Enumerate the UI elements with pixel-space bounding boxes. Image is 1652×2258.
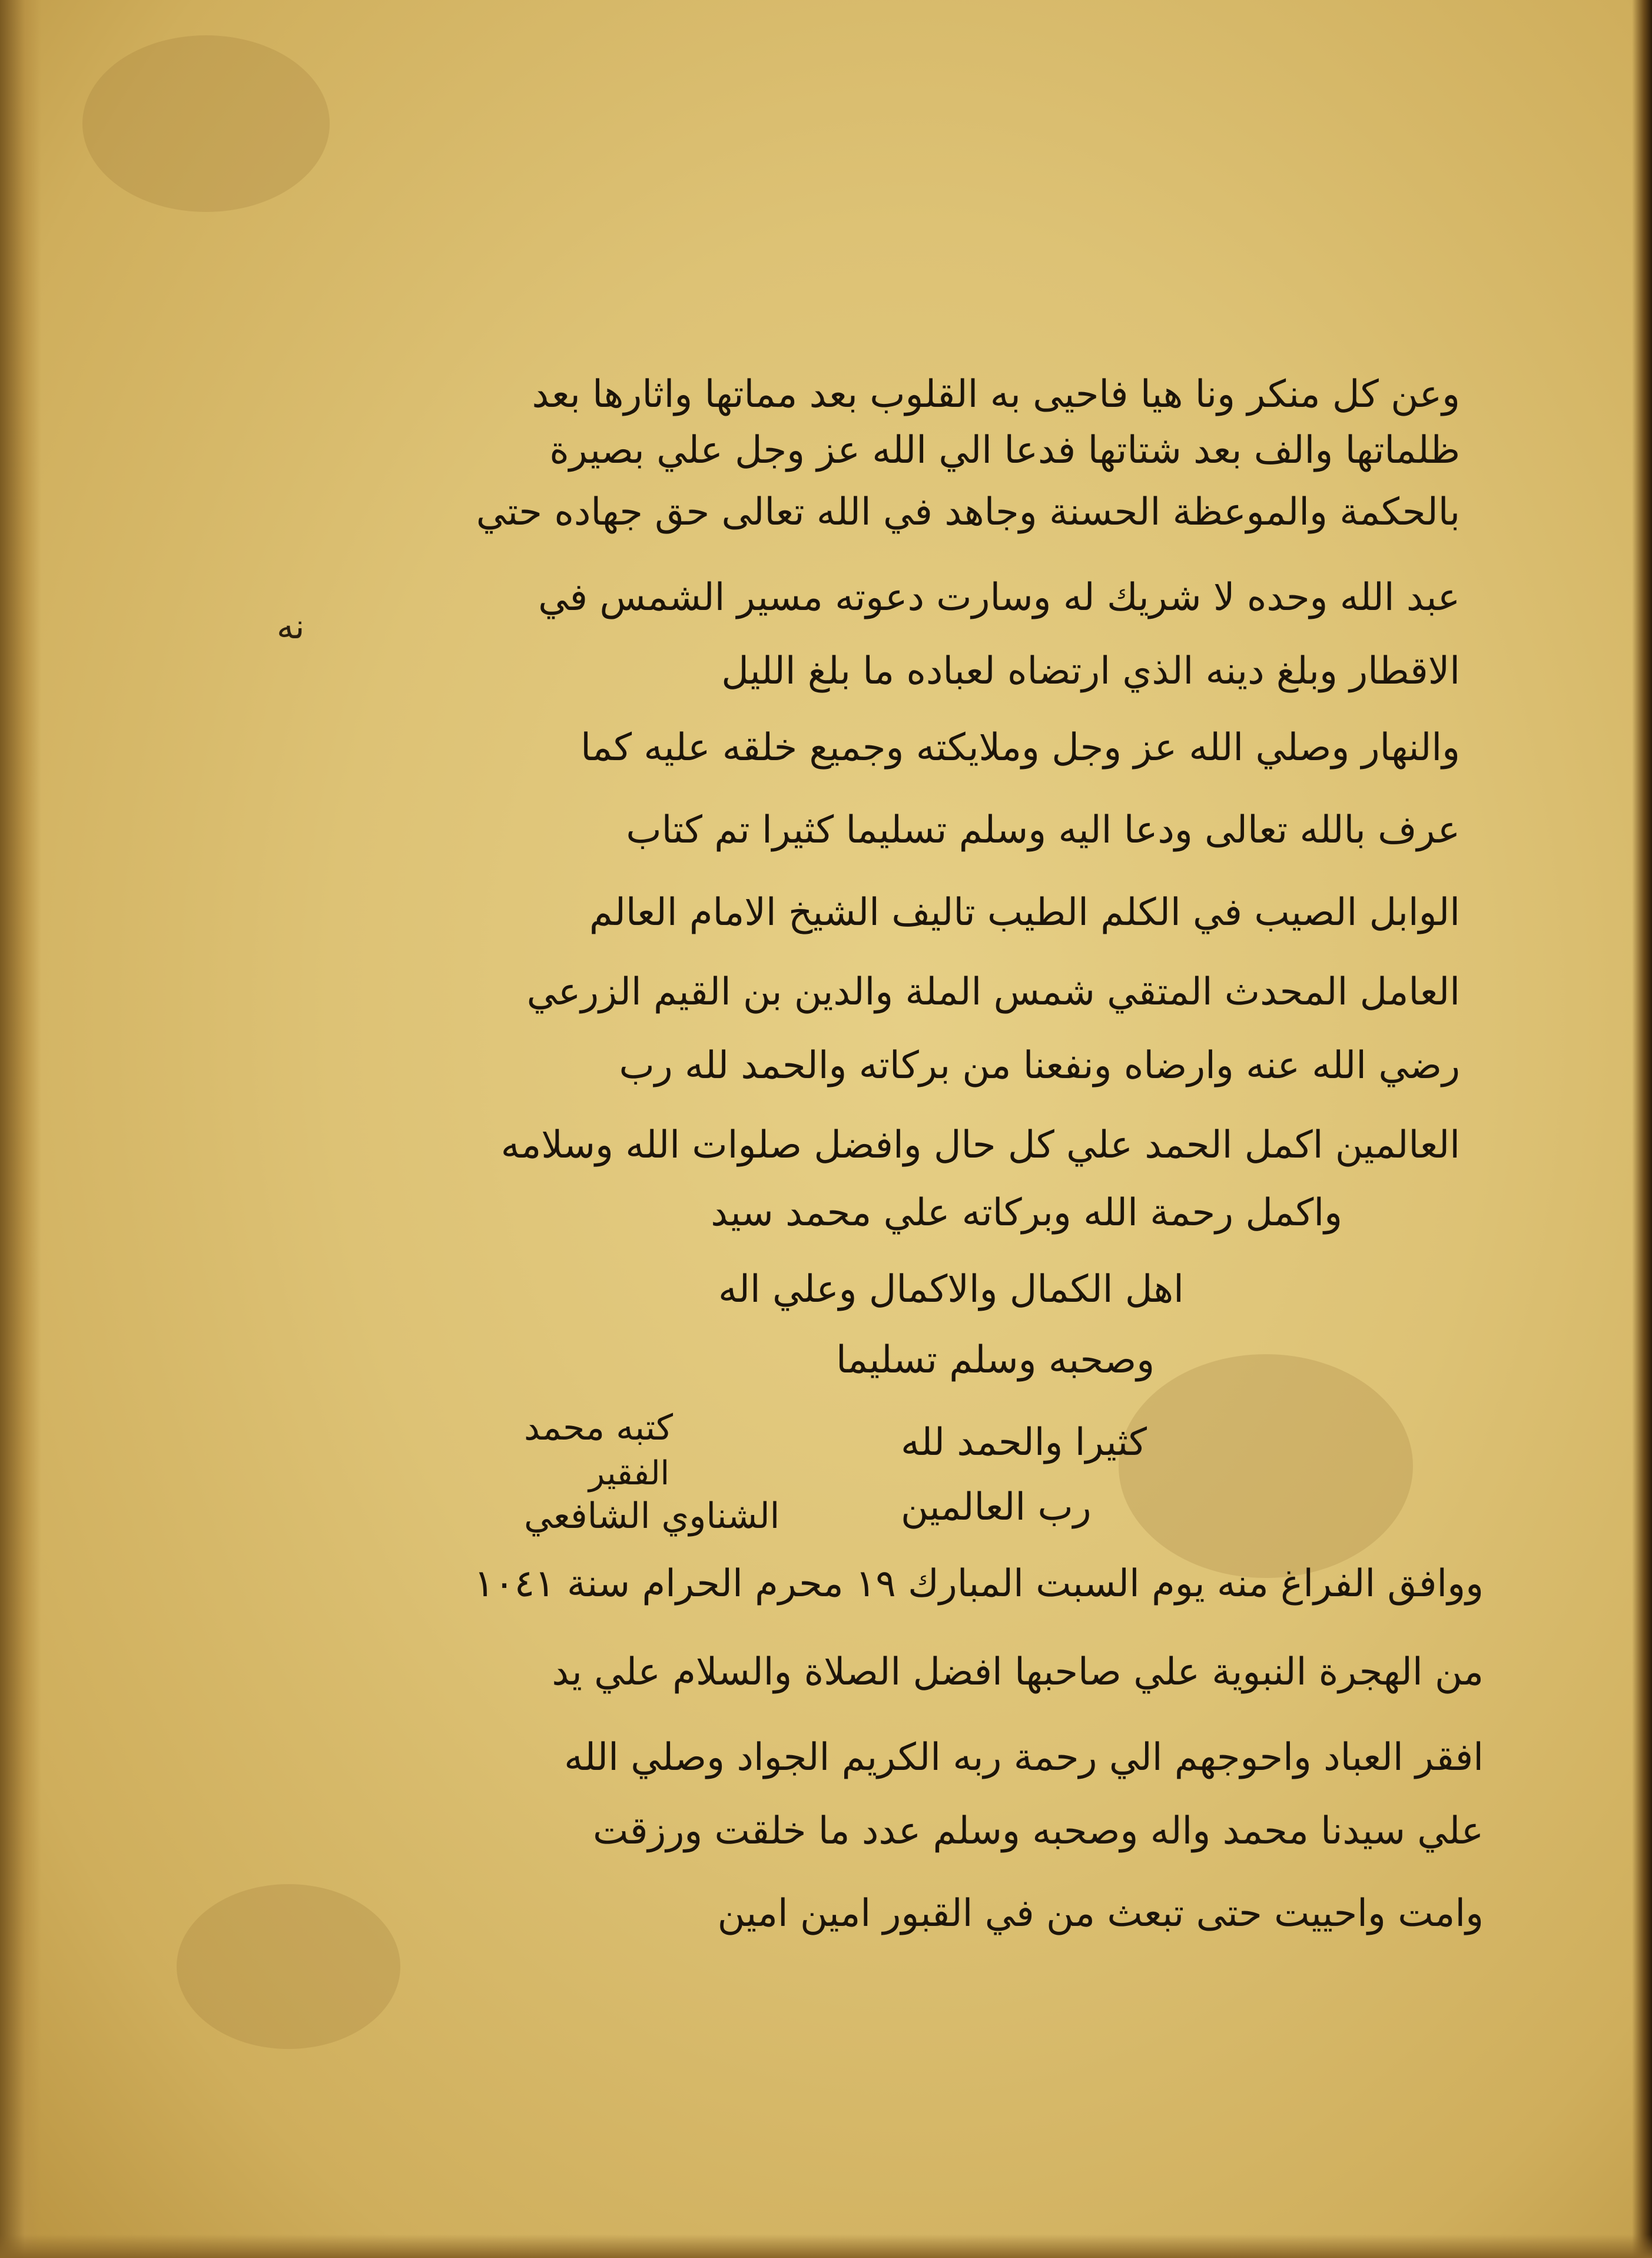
margin-note: نه: [277, 606, 305, 646]
page-bottom-edge: [0, 2234, 1652, 2258]
text-line: رضي الله عنه وارضاه ونفعنا من بركاته والحمد لله رب: [619, 1044, 1460, 1087]
page-edge: [1632, 0, 1652, 2258]
colophon-line: علي سيدنا محمد واله وصحبه وسلم عدد ما خلقت ورزقت: [592, 1809, 1484, 1853]
text-line: وعن كل منكر ونا هيا فاحيى به القلوب بعد مماتها واثارها بعد: [532, 373, 1460, 416]
text-line: العامل المحدث المتقي شمس الملة والدين بن القيم الزرعي: [526, 970, 1460, 1014]
centered-line: كثيرا والحمد لله: [901, 1421, 1147, 1464]
text-line: والنهار وصلي الله عز وجل وملايكته وجميع خلقه عليه كما: [580, 726, 1460, 770]
signature-title: الفقير: [589, 1454, 670, 1493]
text-line: واكمل رحمة الله وبركاته علي محمد سيد: [711, 1191, 1342, 1235]
colophon-line: افقر العباد واحوجهم الي رحمة ربه الكريم الجواد وصلي الله: [564, 1736, 1484, 1779]
colophon-line: وامت واحييت حتى تبعث من في القبور امين امين: [717, 1892, 1484, 1935]
signature-nisba: الشناوي الشافعي: [524, 1496, 780, 1537]
text-line: الوابل الصيب في الكلم الطيب تاليف الشيخ الامام العالم: [589, 891, 1460, 934]
text-line: العالمين اكمل الحمد علي كل حال وافضل صلوات الله وسلامه: [500, 1123, 1460, 1167]
text-line: بالحكمة والموعظة الحسنة وجاهد في الله تعالى حق جهاده حتي: [476, 490, 1460, 534]
colophon-line: ووافق الفراغ منه يوم السبت المبارك ١٩ محرم الحرام سنة ١٠٤١: [474, 1562, 1484, 1606]
signature-name: كتبه محمد: [524, 1407, 674, 1448]
paper-stain: [177, 1884, 400, 2049]
text-line: عبد الله وحده لا شريك له وسارت دعوته مسير الشمس في: [538, 576, 1460, 619]
centered-line: وصحبه وسلم تسليما: [836, 1338, 1155, 1382]
centered-line: رب العالمين: [901, 1486, 1092, 1529]
paper-stain: [82, 35, 330, 212]
text-line: عرف بالله تعالى ودعا اليه وسلم تسليما كثيرا تم كتاب: [626, 808, 1460, 852]
centered-line: اهل الكمال والاكمال وعلي اله: [718, 1268, 1184, 1311]
text-line: الاقطار وبلغ دينه الذي ارتضاه لعباده ما بلغ الليل: [721, 649, 1460, 693]
colophon-line: من الهجرة النبوية علي صاحبها افضل الصلاة والسلام علي يد: [552, 1650, 1484, 1694]
text-line: ظلماتها والف بعد شتاتها فدعا الي الله عز وجل علي بصيرة: [549, 429, 1460, 472]
binding-shadow: [0, 0, 41, 2258]
paper-stain: [1119, 1354, 1413, 1578]
